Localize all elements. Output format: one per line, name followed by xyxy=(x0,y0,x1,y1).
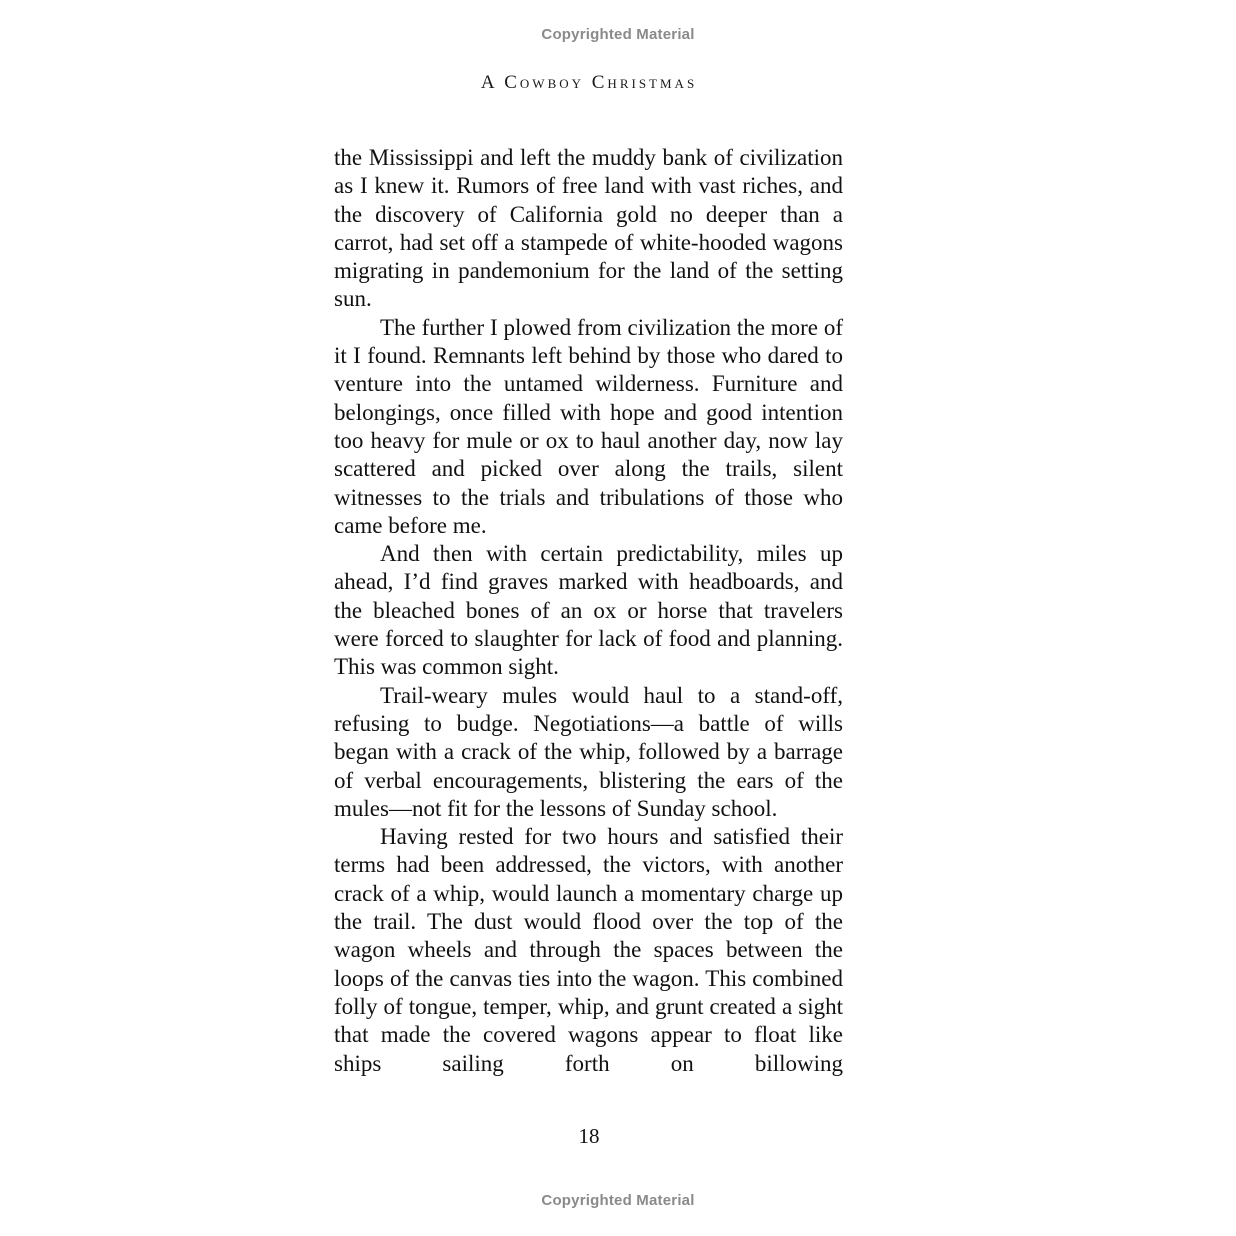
body-text xyxy=(334,144,843,1078)
copyright-watermark-top: Copyrighted Material xyxy=(541,26,695,43)
paragraph: And then with certain predictability, miles up ahead, I’d find graves marked with headboards, and the bleached bones of an ox or horse that travelers were forced to slaughter for lack of food and planning. This was common sight. xyxy=(334,541,843,680)
paragraph-continued: the Mississippi and left the muddy bank of civilization as I knew it. Rumors of free land with vast riches, and the discovery of California gold no deeper than a carrot, had set off a stampede of white-hooded wagons migrating in pandemonium for the land of the setting sun. xyxy=(334,145,843,312)
paragraph: The further I plowed from civilization the more of it I found. Remnants left behind by those who dared to venture into the untamed wilderness. Furniture and belongings, once filled with hope and good intention too heavy for mule or ox to haul another day, now lay scattered and picked over along the trails, silent witnesses to the trials and tribulations of those who came before me. xyxy=(334,314,843,538)
running-head: A Cowboy Christmas xyxy=(480,72,698,93)
paragraph: Trail-weary mules would haul to a stand-off, refusing to budge. Negotiations—a battle of wills began with a crack of the whip, followed by a barrage of verbal encouragements, blistering the ears of the mules—not fit for the lessons of Sunday school. xyxy=(334,682,843,821)
paragraph-last: Having rested for two hours and satisfied their terms had been addressed, the victors, with another crack of a whip, would launch a momentary charge up the trail. The dust would flood over the top of the wagon wheels and through the spaces between the loops of the canvas ties into the wagon. This combined folly of tongue, temper, whip, and grunt created a sight that made the covered wagons appear to float like ships sailing forth on billowing xyxy=(334,824,843,1076)
copyright-watermark-bottom: Copyrighted Material xyxy=(541,1192,695,1209)
page-number: 18 xyxy=(578,1124,600,1148)
